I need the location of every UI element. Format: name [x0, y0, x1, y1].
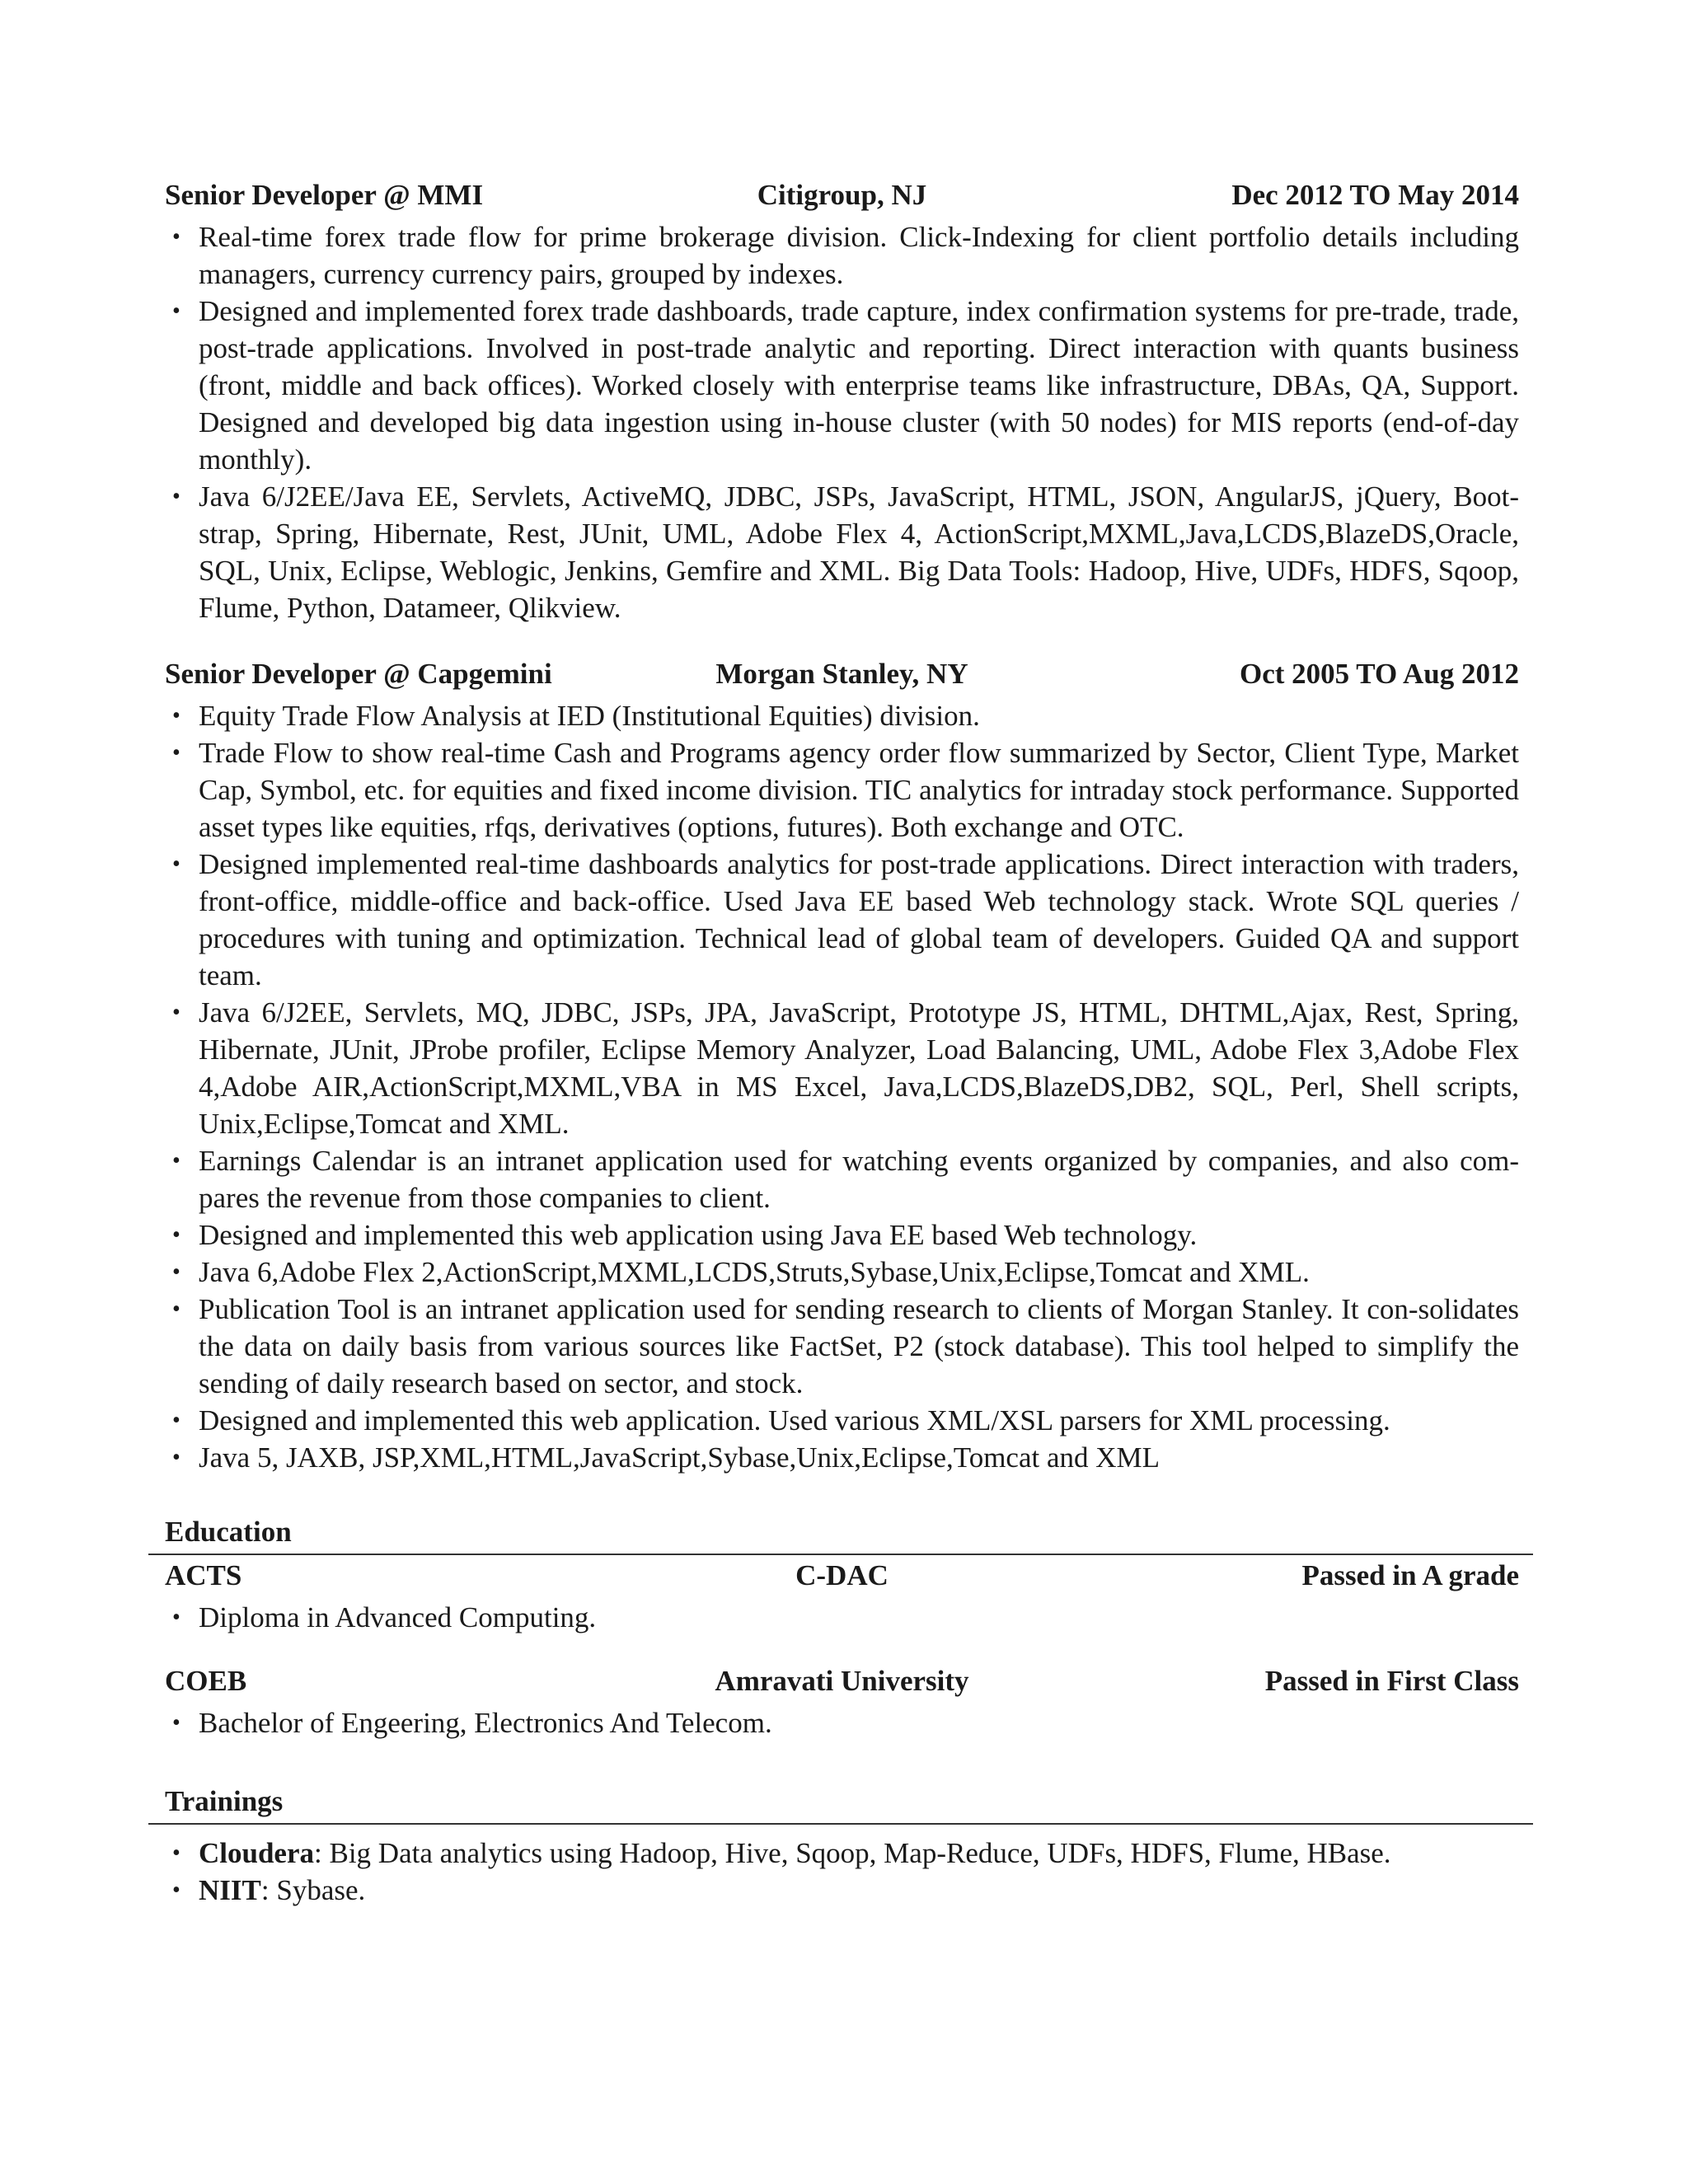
list-item: • Bachelor of Engeering, Electronics And Telecom.	[165, 1704, 1519, 1741]
trainings-section	[165, 1783, 1519, 1909]
job-entry-capgemini	[165, 655, 1519, 1476]
training-detail: : Sybase.	[260, 1874, 366, 1906]
section-heading-education: Education	[165, 1516, 292, 1548]
job-company: Citigroup, NJ	[757, 179, 927, 211]
job-header	[165, 176, 1519, 213]
list-item: • Real-time forex trade flow for prime brokerage division. Click-Indexing for client portfolio details including managers, currency currency pairs, grouped by indexes.	[165, 218, 1519, 293]
list-item	[165, 1872, 1519, 1909]
education-section	[165, 1513, 1519, 1741]
section-divider	[148, 1554, 1533, 1555]
education-bullets	[165, 1599, 1519, 1636]
job-title: Senior Developer @ Capgemini	[165, 658, 552, 690]
job-title: Senior Developer @ MMI	[165, 179, 484, 211]
list-item: • Java 6/J2EE/Java EE, Servlets, ActiveMQ, JDBC, JSPs, JavaScript, HTML, JSON, AngularJS, jQuery, Boot-strap, Spring, Hibernate, Rest, JUnit, UML, Adobe Flex 4, ActionScript,MXML,Java,LCDS,BlazeDS,Oracle, SQL, Unix, Eclipse, Weblogic, Jenkins, Gemfire and XML. Big Data Tools: Hadoop, Hive, UDFs, HDFS, Sqoop, Flume, Python, Datameer, Qlikview.	[165, 478, 1519, 626]
job-entry-mmi	[165, 176, 1519, 626]
job-dates: Dec 2012 TO May 2014	[1231, 179, 1519, 211]
education-header	[165, 1557, 1519, 1594]
list-item: • Designed and implemented forex trade dashboards, trade capture, index confirmation systems for pre-trade, trade, post-trade applications. Involved in post-trade analytic and reporting. Direct interaction with quants business (front, middle and back offices). Worked closely with enterprise teams like infrastructure, DBAs, QA, Support. Designed and developed big data ingestion using in-house cluster (with 50 nodes) for MIS reports (end-of-day monthly).	[165, 293, 1519, 478]
education-result: Passed in First Class	[1264, 1665, 1519, 1697]
education-name: ACTS	[165, 1559, 242, 1591]
section-divider	[148, 1823, 1533, 1825]
training-provider: NIIT	[199, 1874, 261, 1906]
list-item: • Java 6/J2EE, Servlets, MQ, JDBC, JSPs, JPA, JavaScript, Prototype JS, HTML, DHTML,Ajax, Rest, Spring, Hibernate, JUnit, JProbe profiler, Eclipse Memory Analyzer, Load Balancing, UML, Adobe Flex 3,Adobe Flex 4,Adobe AIR,ActionScript,MXML,VBA in MS Excel, Java,LCDS,BlazeDS,DB2, SQL, Perl, Shell scripts, Unix,Eclipse,Tomcat and XML.	[165, 994, 1519, 1142]
education-name: COEB	[165, 1665, 247, 1697]
education-result: Passed in A grade	[1301, 1559, 1519, 1591]
resume-page	[165, 176, 1519, 1909]
list-item: • Equity Trade Flow Analysis at IED (Institutional Equities) division.	[165, 697, 1519, 734]
education-bullets	[165, 1704, 1519, 1741]
job-bullets	[165, 218, 1519, 626]
job-bullets	[165, 697, 1519, 1476]
list-item: • Designed and implemented this web application using Java EE based Web technology.	[165, 1216, 1519, 1254]
list-item: • Designed implemented real-time dashboards analytics for post-trade applications. Direct interaction with traders, front-office, middle-office and back-office. Used Java EE based Web technology stack. Wrote SQL queries / procedures with tuning and optimization. Technical lead of global team of developers. Guided QA and support team.	[165, 846, 1519, 994]
education-header	[165, 1662, 1519, 1699]
list-item: • Diploma in Advanced Computing.	[165, 1599, 1519, 1636]
list-item: • Publication Tool is an intranet application used for sending research to clients of Morgan Stanley. It con-solidates the data on daily basis from various sources like FactSet, P2 (stock database). This tool helped to simplify the sending of daily research based on sector, and stock.	[165, 1291, 1519, 1402]
job-header	[165, 655, 1519, 692]
list-item: • Designed and implemented this web application. Used various XML/XSL parsers for XML processing.	[165, 1402, 1519, 1439]
section-heading-trainings: Trainings	[165, 1785, 284, 1817]
list-item	[165, 1835, 1519, 1872]
education-institution: C-DAC	[795, 1559, 889, 1591]
education-institution: Amravati University	[715, 1665, 969, 1697]
list-item: • Java 6,Adobe Flex 2,ActionScript,MXML,LCDS,Struts,Sybase,Unix,Eclipse,Tomcat and XML.	[165, 1254, 1519, 1291]
list-item: • Trade Flow to show real-time Cash and Programs agency order flow summarized by Sector, Client Type, Market Cap, Symbol, etc. for equities and fixed income division. TIC analytics for intraday stock performance. Supported asset types like equities, rfqs, derivatives (options, futures). Both exchange and OTC.	[165, 734, 1519, 846]
job-company: Morgan Stanley, NY	[715, 658, 968, 690]
list-item: • Earnings Calendar is an intranet application used for watching events organized by companies, and also com-pares the revenue from those companies to client.	[165, 1142, 1519, 1216]
training-bullets	[165, 1835, 1519, 1909]
training-provider: Cloudera	[199, 1837, 314, 1869]
list-item: • Java 5, JAXB, JSP,XML,HTML,JavaScript,Sybase,Unix,Eclipse,Tomcat and XML	[165, 1439, 1519, 1476]
training-detail: : Big Data analytics using Hadoop, Hive, Sqoop, Map-Reduce, UDFs, HDFS, Flume, HBase.	[314, 1837, 1391, 1869]
job-dates: Oct 2005 TO Aug 2012	[1239, 658, 1519, 690]
